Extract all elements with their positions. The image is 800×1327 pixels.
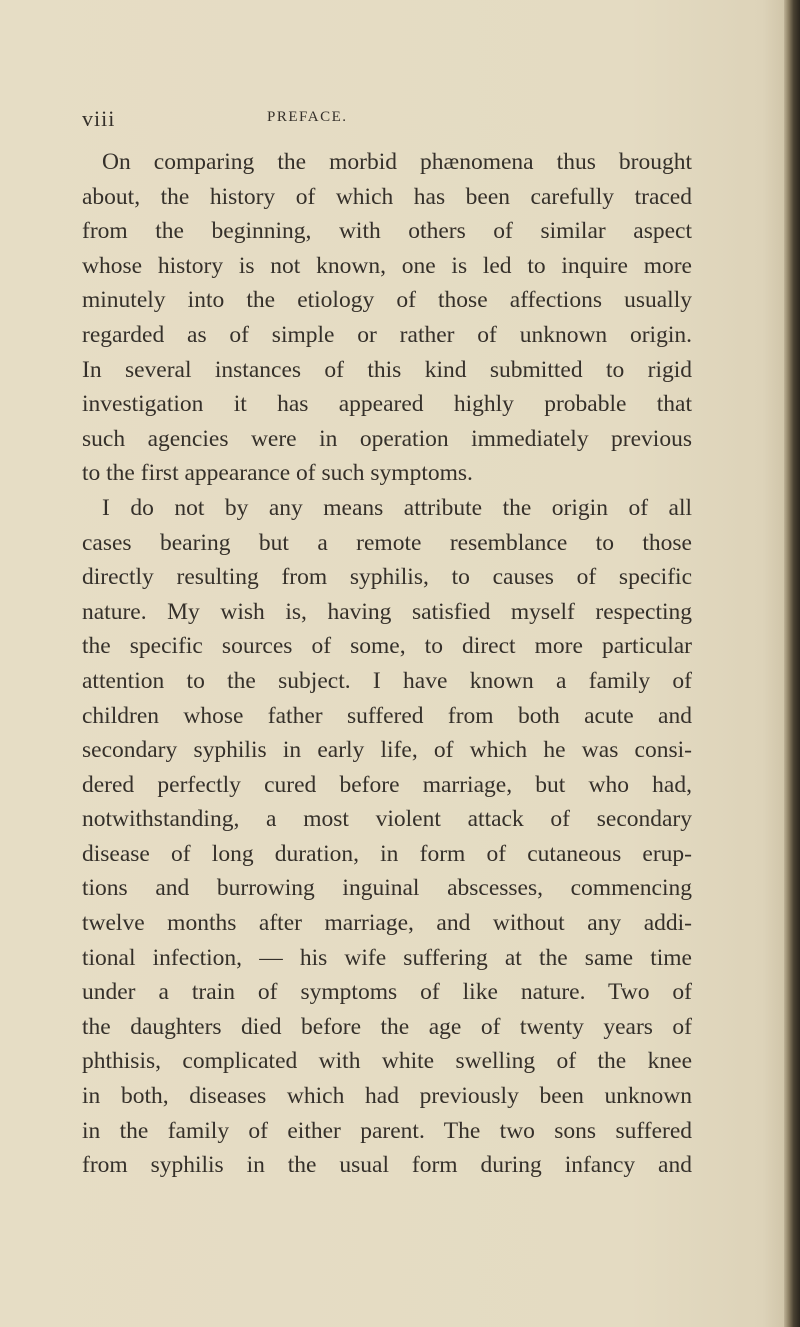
text-line: secondary syphilis in early life, of which he was consi- bbox=[82, 737, 692, 764]
text-line: twelve months after marriage, and without any addi- bbox=[82, 910, 692, 937]
text-line: investigation it has appeared highly probable that bbox=[82, 391, 692, 418]
text-line: whose history is not known, one is led to inquire more bbox=[82, 252, 692, 279]
text-line: dered perfectly cured before marriage, but who had, bbox=[82, 771, 692, 798]
text-line: regarded as of simple or rather of unknown origin. bbox=[82, 321, 692, 348]
text-line: I do not by any means attribute the origin of all bbox=[102, 494, 692, 521]
page-number: viii bbox=[82, 106, 116, 131]
body-text bbox=[82, 145, 692, 1183]
text-line: minutely into the etiology of those affections usually bbox=[82, 287, 692, 314]
text-line: cases bearing but a remote resemblance to those bbox=[82, 529, 692, 556]
text-line: notwithstanding, a most violent attack of secondary bbox=[82, 806, 692, 833]
text-line: to the first appearance of such symptoms. bbox=[82, 460, 473, 487]
text-line: the daughters died before the age of twenty years of bbox=[82, 1013, 692, 1040]
text-line: disease of long duration, in form of cutaneous erup- bbox=[82, 840, 692, 867]
text-line: in the family of either parent. The two sons suffered bbox=[82, 1117, 692, 1144]
text-line: from syphilis in the usual form during infancy and bbox=[82, 1152, 692, 1179]
text-line: nature. My wish is, having satisfied myself respecting bbox=[82, 598, 692, 625]
text-line: from the beginning, with others of similar aspect bbox=[82, 218, 692, 245]
text-line: the specific sources of some, to direct more particular bbox=[82, 633, 692, 660]
text-line: such agencies were in operation immediately previous bbox=[82, 425, 692, 452]
text-line: tional infection, — his wife suffering at the same time bbox=[82, 944, 692, 971]
text-line: On comparing the morbid phænomena thus brought bbox=[102, 149, 692, 175]
running-title: PREFACE. bbox=[267, 109, 348, 125]
text-line: phthisis, complicated with white swelling of the knee bbox=[82, 1048, 692, 1075]
text-line: directly resulting from syphilis, to causes of specific bbox=[82, 564, 692, 591]
text-line: tions and burrowing inguinal abscesses, commencing bbox=[82, 875, 692, 902]
text-line: under a train of symptoms of like nature. Two of bbox=[82, 979, 692, 1006]
text-line: attention to the subject. I have known a family of bbox=[82, 667, 692, 694]
page-header bbox=[82, 106, 690, 136]
text-line: in both, diseases which had previously been unknown bbox=[82, 1083, 692, 1110]
text-line: about, the history of which has been carefully traced bbox=[82, 183, 692, 210]
book-binding-edge bbox=[784, 0, 800, 1327]
text-line: children whose father suffered from both acute and bbox=[82, 702, 692, 729]
text-line: In several instances of this kind submitted to rigid bbox=[82, 356, 692, 383]
